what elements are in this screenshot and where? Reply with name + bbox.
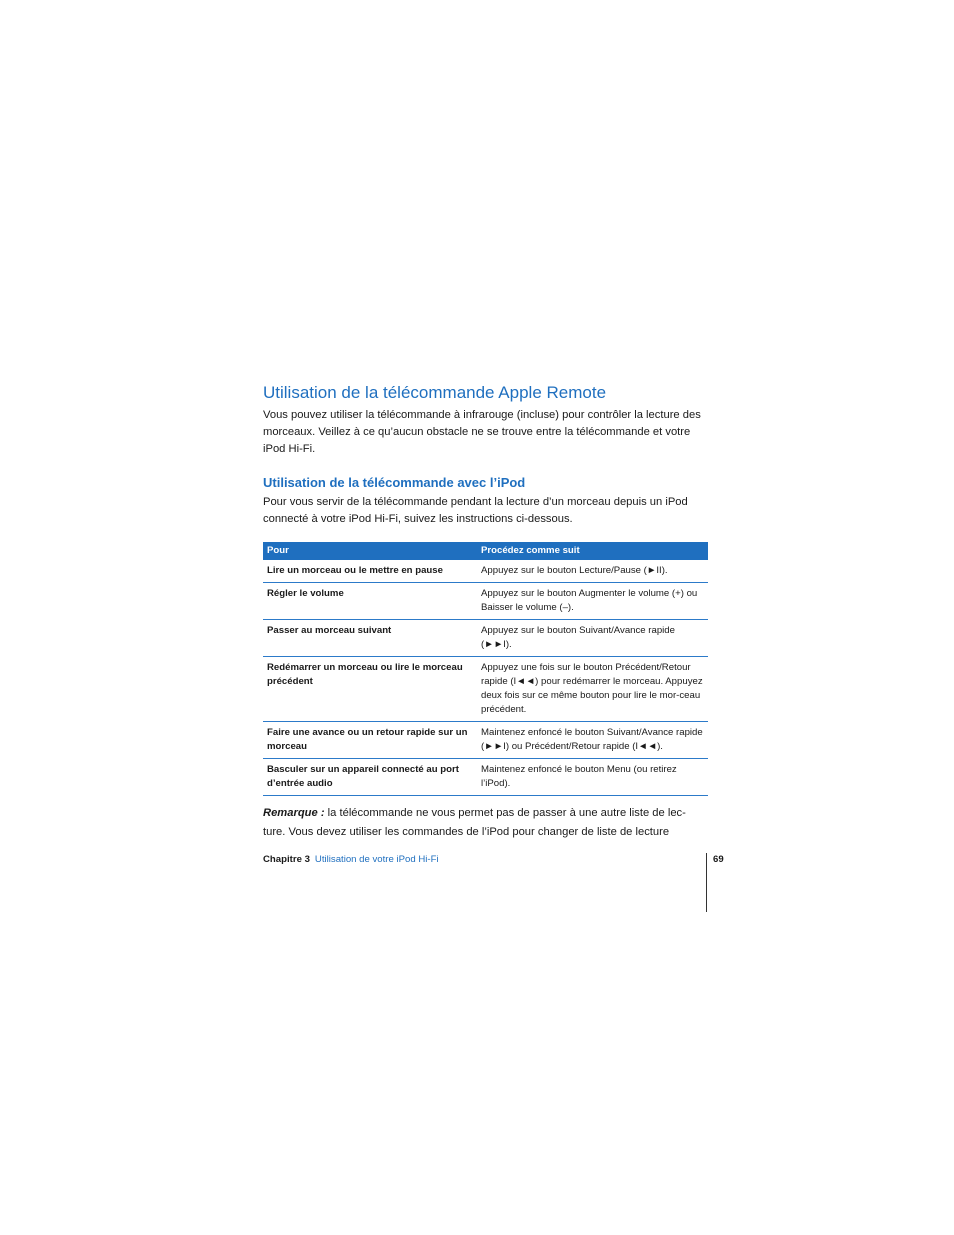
table-row bbox=[263, 657, 708, 722]
table-cell-procedure: Maintenez enfoncé le bouton Suivant/Avance rapide (►►I) ou Précédent/Retour rapide (I◄◄). bbox=[477, 722, 708, 759]
column-header-procedez: Procédez comme suit bbox=[477, 542, 708, 560]
remote-instructions-table bbox=[263, 542, 708, 796]
subsection-title: Utilisation de la télécommande avec l’iPod bbox=[263, 475, 526, 490]
table-cell-action: Lire un morceau ou le mettre en pause bbox=[263, 560, 477, 583]
table-cell-procedure: Appuyez sur le bouton Augmenter le volume (+) ou Baisser le volume (–). bbox=[477, 583, 708, 620]
remark-text: la télécommande ne vous permet pas de passer à une autre liste de lec-ture. Vous devez utiliser les commandes de l’iPod pour changer de liste de lecture bbox=[263, 807, 686, 838]
table-cell-action: Redémarrer un morceau ou lire le morceau précédent bbox=[263, 657, 477, 722]
remark-label: Remarque : bbox=[263, 807, 325, 819]
remark-paragraph bbox=[263, 804, 708, 842]
page-footer bbox=[263, 853, 724, 867]
table-cell-action: Basculer sur un appareil connecté au port d’entrée audio bbox=[263, 759, 477, 796]
table-cell-procedure: Appuyez sur le bouton Lecture/Pause (►II). bbox=[477, 560, 708, 583]
table-header-row bbox=[263, 542, 708, 560]
column-header-pour: Pour bbox=[263, 542, 477, 560]
footer-chapter: Chapitre 3 bbox=[263, 854, 310, 865]
section-title: Utilisation de la télécommande Apple Remote bbox=[263, 383, 607, 402]
section-intro: Vous pouvez utiliser la télécommande à infrarouge (incluse) pour contrôler la lecture des morceaux. Veillez à ce qu’aucun obstacle ne se trouve entre la télécommande et votre iPod Hi-Fi. bbox=[263, 409, 701, 455]
table-row bbox=[263, 560, 708, 583]
page-number: 69 bbox=[713, 854, 724, 865]
table-cell-action: Passer au morceau suivant bbox=[263, 620, 477, 657]
table-cell-procedure: Maintenez enfoncé le bouton Menu (ou retirez l’iPod). bbox=[477, 759, 708, 796]
table-cell-action: Faire une avance ou un retour rapide sur un morceau bbox=[263, 722, 477, 759]
table-cell-procedure: Appuyez une fois sur le bouton Précédent/Retour rapide (I◄◄) pour redémarrer le morceau. Appuyez deux fois sur ce même bouton pour lire le mor-ceau précédent. bbox=[477, 657, 708, 722]
subsection-intro: Pour vous servir de la télécommande pendant la lecture d’un morceau depuis un iPod connecté à votre iPod Hi-Fi, suivez les instructions ci-dessous. bbox=[263, 496, 688, 525]
page-content bbox=[263, 382, 708, 842]
table-row bbox=[263, 583, 708, 620]
footer-divider bbox=[706, 853, 707, 912]
table-cell-action: Régler le volume bbox=[263, 583, 477, 620]
table-cell-procedure: Appuyez sur le bouton Suivant/Avance rapide (►►I). bbox=[477, 620, 708, 657]
table-row bbox=[263, 759, 708, 796]
table-row bbox=[263, 722, 708, 759]
footer-chapter-title: Utilisation de votre iPod Hi-Fi bbox=[314, 854, 439, 865]
table-row bbox=[263, 620, 708, 657]
